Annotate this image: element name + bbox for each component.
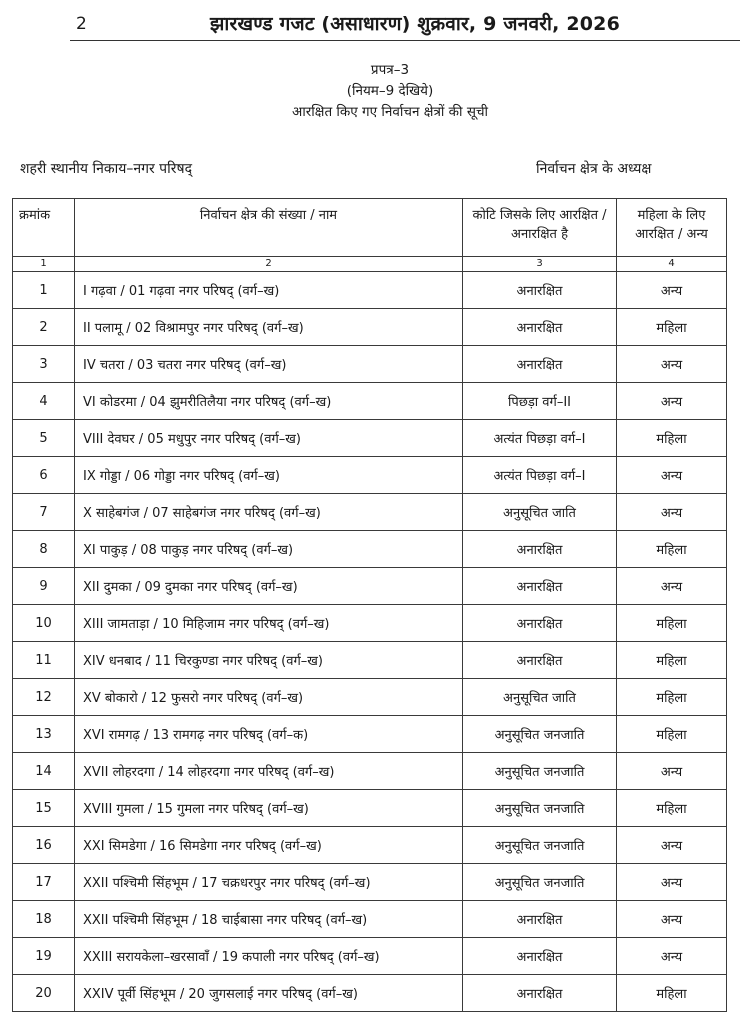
column-number-row [13, 257, 727, 272]
serial-cell: 7 [13, 494, 75, 531]
reservation-table [12, 198, 727, 1012]
women-reservation-cell: महिला [617, 679, 727, 716]
women-reservation-cell: अन्य [617, 864, 727, 901]
constituency-cell: XIII जामताड़ा / 10 मिहिजाम नगर परिषद् (वर्ग–ख) [75, 605, 463, 642]
women-reservation-cell: महिला [617, 605, 727, 642]
serial-cell: 15 [13, 790, 75, 827]
constituency-cell: IX गोड्डा / 06 गोड्डा नगर परिषद् (वर्ग–ख) [75, 457, 463, 494]
table-row [13, 716, 727, 753]
header-category: कोटि जिसके लिए आरक्षित / अनारक्षित है [463, 199, 617, 257]
category-cell: अनारक्षित [463, 975, 617, 1012]
form-title: आरक्षित किए गए निर्वाचन क्षेत्रों की सूची [291, 104, 489, 120]
office-label: निर्वाचन क्षेत्र के अध्यक्ष [536, 161, 652, 177]
table-row [13, 346, 727, 383]
serial-cell: 10 [13, 605, 75, 642]
constituency-cell: II पलामू / 02 विश्रामपुर नगर परिषद् (वर्ग–ख) [75, 309, 463, 346]
constituency-cell: XVI रामगढ़ / 13 रामगढ़ नगर परिषद् (वर्ग–क) [75, 716, 463, 753]
constituency-cell: XXIII सरायकेला–खरसावाँ / 19 कपाली नगर परिषद् (वर्ग–ख) [75, 938, 463, 975]
women-reservation-cell: अन्य [617, 494, 727, 531]
serial-cell: 6 [13, 457, 75, 494]
serial-cell: 13 [13, 716, 75, 753]
column-number: 2 [75, 257, 463, 272]
table-row [13, 605, 727, 642]
serial-cell: 4 [13, 383, 75, 420]
women-reservation-cell: अन्य [617, 753, 727, 790]
constituency-cell: XXII पश्चिमी सिंहभूम / 17 चक्रधरपुर नगर परिषद् (वर्ग–ख) [75, 864, 463, 901]
serial-cell: 8 [13, 531, 75, 568]
table-row [13, 901, 727, 938]
table-row [13, 642, 727, 679]
table-row [13, 494, 727, 531]
table-row [13, 790, 727, 827]
table-row [13, 753, 727, 790]
category-cell: अनुसूचित जाति [463, 679, 617, 716]
category-cell: अनारक्षित [463, 642, 617, 679]
column-number: 3 [463, 257, 617, 272]
women-reservation-cell: अन्य [617, 938, 727, 975]
women-reservation-cell: महिला [617, 642, 727, 679]
women-reservation-cell: अन्य [617, 346, 727, 383]
form-number: प्रपत्र–3 [370, 62, 410, 78]
serial-cell: 16 [13, 827, 75, 864]
category-cell: अनारक्षित [463, 568, 617, 605]
serial-cell: 19 [13, 938, 75, 975]
table-row [13, 679, 727, 716]
gazette-title: झारखण्ड गजट (असाधारण) शुक्रवार, 9 जनवरी, 2026 [210, 13, 621, 35]
women-reservation-cell: अन्य [617, 383, 727, 420]
serial-cell: 20 [13, 975, 75, 1012]
category-cell: अनुसूचित जनजाति [463, 716, 617, 753]
serial-cell: 12 [13, 679, 75, 716]
women-reservation-cell: महिला [617, 309, 727, 346]
table-row [13, 975, 727, 1012]
category-cell: अनुसूचित जाति [463, 494, 617, 531]
category-cell: अनारक्षित [463, 346, 617, 383]
serial-cell: 18 [13, 901, 75, 938]
constituency-cell: XII दुमका / 09 दुमका नगर परिषद् (वर्ग–ख) [75, 568, 463, 605]
category-cell: अनुसूचित जनजाति [463, 753, 617, 790]
category-cell: अत्यंत पिछड़ा वर्ग–I [463, 457, 617, 494]
table-row [13, 864, 727, 901]
table-row [13, 531, 727, 568]
serial-cell: 17 [13, 864, 75, 901]
women-reservation-cell: अन्य [617, 272, 727, 309]
constituency-cell: I गढ़वा / 01 गढ़वा नगर परिषद् (वर्ग–ख) [75, 272, 463, 309]
category-cell: अनारक्षित [463, 309, 617, 346]
category-cell: अत्यंत पिछड़ा वर्ग–I [463, 420, 617, 457]
women-reservation-cell: महिला [617, 975, 727, 1012]
table-row [13, 457, 727, 494]
constituency-cell: XI पाकुड़ / 08 पाकुड़ नगर परिषद् (वर्ग–ख) [75, 531, 463, 568]
category-cell: अनारक्षित [463, 272, 617, 309]
table-row [13, 309, 727, 346]
form-heading [0, 60, 750, 123]
serial-cell: 2 [13, 309, 75, 346]
serial-cell: 1 [13, 272, 75, 309]
constituency-cell: XXIV पूर्वी सिंहभूम / 20 जुगसलाई नगर परिषद् (वर्ग–ख) [75, 975, 463, 1012]
table-row [13, 568, 727, 605]
women-reservation-cell: अन्य [617, 457, 727, 494]
women-reservation-cell: महिला [617, 716, 727, 753]
table-body [13, 272, 727, 1012]
table-row [13, 938, 727, 975]
serial-cell: 9 [13, 568, 75, 605]
table-row [13, 827, 727, 864]
serial-cell: 3 [13, 346, 75, 383]
header-divider [70, 40, 740, 41]
constituency-cell: VI कोडरमा / 04 झुमरीतिलैया नगर परिषद् (वर्ग–ख) [75, 383, 463, 420]
category-cell: अनुसूचित जनजाति [463, 864, 617, 901]
category-cell: पिछड़ा वर्ग–II [463, 383, 617, 420]
women-reservation-cell: अन्य [617, 568, 727, 605]
category-cell: अनुसूचित जनजाति [463, 790, 617, 827]
header-women-reservation: महिला के लिए आरक्षित / अन्य [617, 199, 727, 257]
constituency-cell: XVII लोहरदगा / 14 लोहरदगा नगर परिषद् (वर्ग–ख) [75, 753, 463, 790]
category-cell: अनारक्षित [463, 605, 617, 642]
constituency-cell: XV बोकारो / 12 फुसरो नगर परिषद् (वर्ग–ख) [75, 679, 463, 716]
serial-cell: 14 [13, 753, 75, 790]
category-cell: अनारक्षित [463, 901, 617, 938]
constituency-cell: X साहेबगंज / 07 साहेबगंज नगर परिषद् (वर्ग–ख) [75, 494, 463, 531]
category-cell: अनुसूचित जनजाति [463, 827, 617, 864]
rule-reference: (नियम–9 देखिये) [346, 83, 434, 99]
serial-cell: 11 [13, 642, 75, 679]
constituency-cell: VIII देवघर / 05 मधुपुर नगर परिषद् (वर्ग–ख) [75, 420, 463, 457]
women-reservation-cell: महिला [617, 420, 727, 457]
women-reservation-cell: अन्य [617, 827, 727, 864]
body-type-label: शहरी स्थानीय निकाय–नगर परिषद् [20, 161, 193, 177]
header-serial: क्रमांक [13, 199, 75, 257]
women-reservation-cell: महिला [617, 531, 727, 568]
category-cell: अनारक्षित [463, 938, 617, 975]
table-header-row [13, 199, 727, 257]
column-number: 4 [617, 257, 727, 272]
serial-cell: 5 [13, 420, 75, 457]
women-reservation-cell: महिला [617, 790, 727, 827]
constituency-cell: XIV धनबाद / 11 चिरकुण्डा नगर परिषद् (वर्ग–ख) [75, 642, 463, 679]
page-number: 2 [76, 14, 87, 34]
table-row [13, 272, 727, 309]
women-reservation-cell: अन्य [617, 901, 727, 938]
constituency-cell: XXII पश्चिमी सिंहभूम / 18 चाईबासा नगर परिषद् (वर्ग–ख) [75, 901, 463, 938]
header-constituency: निर्वाचन क्षेत्र की संख्या / नाम [75, 199, 463, 257]
category-cell: अनारक्षित [463, 531, 617, 568]
column-number: 1 [13, 257, 75, 272]
constituency-cell: XVIII गुमला / 15 गुमला नगर परिषद् (वर्ग–ख) [75, 790, 463, 827]
constituency-cell: XXI सिमडेगा / 16 सिमडेगा नगर परिषद् (वर्ग–ख) [75, 827, 463, 864]
constituency-cell: IV चतरा / 03 चतरा नगर परिषद् (वर्ग–ख) [75, 346, 463, 383]
table-row [13, 420, 727, 457]
table-row [13, 383, 727, 420]
